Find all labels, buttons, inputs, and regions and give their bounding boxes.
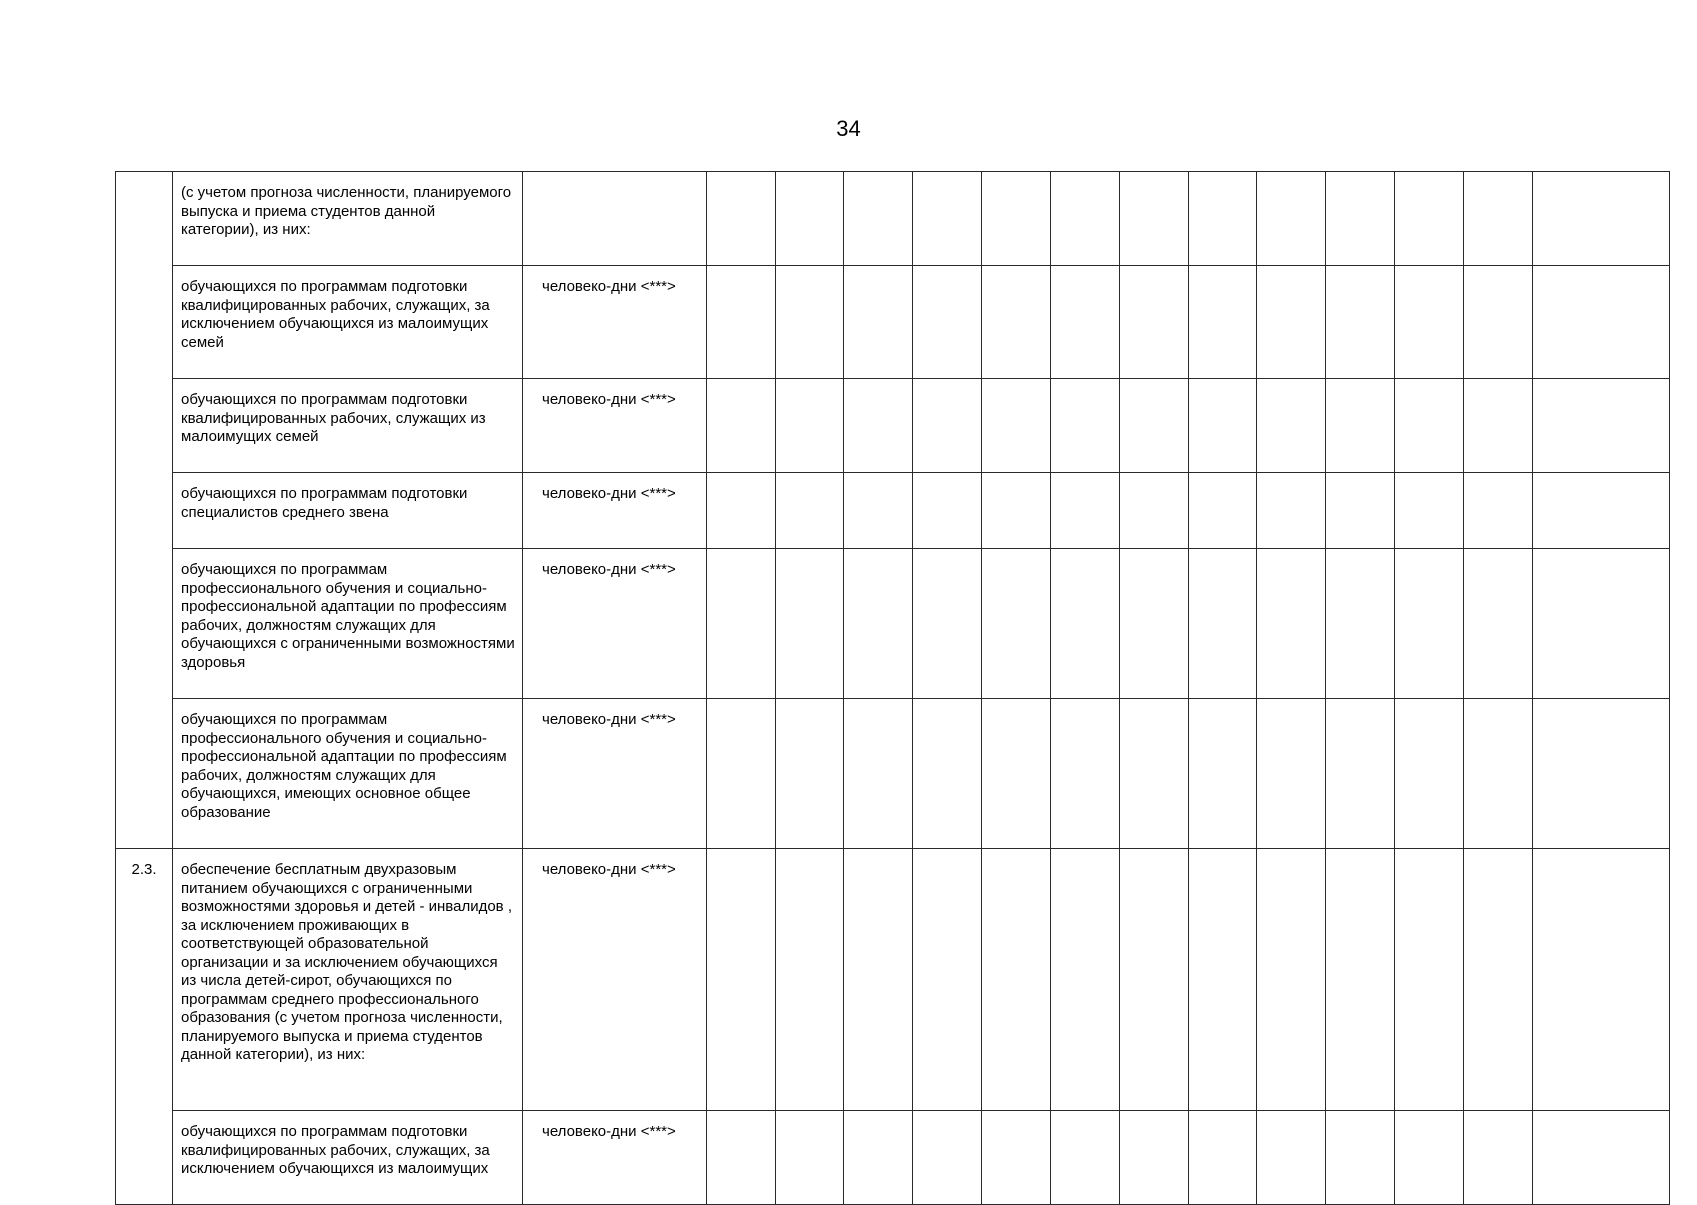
value-cell <box>1120 172 1189 266</box>
unit-cell: человеко-дни <***> <box>523 379 707 473</box>
value-cell <box>1051 849 1120 1111</box>
value-cell <box>1051 379 1120 473</box>
value-cell <box>1257 172 1326 266</box>
value-cell <box>913 172 982 266</box>
unit-cell: человеко-дни <***> <box>523 266 707 379</box>
value-cell <box>982 1111 1051 1205</box>
value-cell <box>1533 849 1670 1111</box>
data-table <box>115 171 1670 1205</box>
value-cell <box>844 266 913 379</box>
row-number-cell <box>116 172 173 849</box>
value-cell <box>844 1111 913 1205</box>
value-cell <box>1120 266 1189 379</box>
table-row <box>116 549 1670 699</box>
page-number: 34 <box>836 116 861 141</box>
description-cell: обучающихся по программам подготовки специалистов среднего звена <box>173 473 523 549</box>
value-cell <box>1533 1111 1670 1205</box>
value-cell <box>1189 172 1257 266</box>
value-cell <box>707 549 776 699</box>
table-row <box>116 1111 1670 1205</box>
value-cell <box>1051 172 1120 266</box>
value-cell <box>1395 266 1464 379</box>
value-cell <box>982 379 1051 473</box>
value-cell <box>1257 266 1326 379</box>
value-cell <box>1051 473 1120 549</box>
unit-cell: человеко-дни <***> <box>523 699 707 849</box>
description-cell: обеспечение бесплатным двухразовым питанием обучающихся с ограниченными возможностями здоровья и детей - инвалидов , за исключением проживающих в соответствующей образовательной организации и за исключением обучающихся из числа детей-сирот, обучающихся по программам среднего профессионального образования (с учетом прогноза численности, планируемого выпуска и приема студентов данной категории), из них: <box>173 849 523 1111</box>
value-cell <box>1326 473 1395 549</box>
unit-cell: человеко-дни <***> <box>523 549 707 699</box>
value-cell <box>1326 699 1395 849</box>
value-cell <box>1464 849 1533 1111</box>
value-cell <box>1189 849 1257 1111</box>
value-cell <box>1326 849 1395 1111</box>
value-cell <box>913 379 982 473</box>
description-cell: (с учетом прогноза численности, планируемого выпуска и приема студентов данной категории), из них: <box>173 172 523 266</box>
value-cell <box>1533 473 1670 549</box>
description-cell: обучающихся по программам подготовки квалифицированных рабочих, служащих из малоимущих семей <box>173 379 523 473</box>
value-cell <box>1189 1111 1257 1205</box>
value-cell <box>1051 1111 1120 1205</box>
description-cell: обучающихся по программам подготовки квалифицированных рабочих, служащих, за исключением обучающихся из малоимущих <box>173 1111 523 1205</box>
value-cell <box>1464 699 1533 849</box>
value-cell <box>913 699 982 849</box>
value-cell <box>982 549 1051 699</box>
value-cell <box>1326 266 1395 379</box>
value-cell <box>913 549 982 699</box>
value-cell <box>707 473 776 549</box>
value-cell <box>1533 379 1670 473</box>
table-row <box>116 473 1670 549</box>
value-cell <box>1326 549 1395 699</box>
value-cell <box>913 849 982 1111</box>
value-cell <box>1533 266 1670 379</box>
value-cell <box>844 549 913 699</box>
value-cell <box>776 1111 844 1205</box>
value-cell <box>1395 1111 1464 1205</box>
value-cell <box>776 172 844 266</box>
value-cell <box>913 266 982 379</box>
table-row <box>116 172 1670 266</box>
value-cell <box>776 549 844 699</box>
value-cell <box>1257 1111 1326 1205</box>
table-row <box>116 849 1670 1111</box>
value-cell <box>1051 266 1120 379</box>
value-cell <box>982 699 1051 849</box>
value-cell <box>1120 1111 1189 1205</box>
value-cell <box>1326 1111 1395 1205</box>
table-row <box>116 266 1670 379</box>
value-cell <box>776 849 844 1111</box>
value-cell <box>1189 699 1257 849</box>
value-cell <box>844 379 913 473</box>
value-cell <box>1257 379 1326 473</box>
value-cell <box>1395 849 1464 1111</box>
value-cell <box>1395 549 1464 699</box>
unit-cell: человеко-дни <***> <box>523 849 707 1111</box>
value-cell <box>1464 379 1533 473</box>
value-cell <box>707 699 776 849</box>
value-cell <box>844 172 913 266</box>
value-cell <box>1120 699 1189 849</box>
value-cell <box>707 266 776 379</box>
value-cell <box>1464 549 1533 699</box>
value-cell <box>1464 172 1533 266</box>
value-cell <box>707 172 776 266</box>
value-cell <box>1051 549 1120 699</box>
table-row <box>116 379 1670 473</box>
value-cell <box>1464 473 1533 549</box>
value-cell <box>982 473 1051 549</box>
value-cell <box>776 699 844 849</box>
unit-cell <box>523 172 707 266</box>
value-cell <box>1395 379 1464 473</box>
value-cell <box>776 266 844 379</box>
value-cell <box>1464 266 1533 379</box>
description-cell: обучающихся по программам профессионального обучения и социально-профессиональной адаптации по профессиям рабочих, должностям служащих для обучающихся с ограниченными возможностями здоровья <box>173 549 523 699</box>
value-cell <box>1051 699 1120 849</box>
value-cell <box>844 699 913 849</box>
value-cell <box>844 473 913 549</box>
value-cell <box>776 473 844 549</box>
value-cell <box>1257 699 1326 849</box>
value-cell <box>1533 549 1670 699</box>
value-cell <box>1120 849 1189 1111</box>
value-cell <box>1326 379 1395 473</box>
value-cell <box>707 1111 776 1205</box>
value-cell <box>1326 172 1395 266</box>
value-cell <box>1189 379 1257 473</box>
table-row <box>116 699 1670 849</box>
value-cell <box>1395 699 1464 849</box>
value-cell <box>1189 549 1257 699</box>
unit-cell: человеко-дни <***> <box>523 473 707 549</box>
value-cell <box>1395 473 1464 549</box>
value-cell <box>1189 473 1257 549</box>
value-cell <box>982 266 1051 379</box>
value-cell <box>1533 699 1670 849</box>
value-cell <box>844 849 913 1111</box>
value-cell <box>1120 379 1189 473</box>
value-cell <box>913 473 982 549</box>
value-cell <box>1257 473 1326 549</box>
value-cell <box>707 379 776 473</box>
unit-cell: человеко-дни <***> <box>523 1111 707 1205</box>
value-cell <box>913 1111 982 1205</box>
value-cell <box>1120 473 1189 549</box>
value-cell <box>1257 549 1326 699</box>
value-cell <box>1395 172 1464 266</box>
description-cell: обучающихся по программам профессионального обучения и социально-профессиональной адаптации по профессиям рабочих, должностям служащих для обучающихся, имеющих основное общее образование <box>173 699 523 849</box>
description-cell: обучающихся по программам подготовки квалифицированных рабочих, служащих, за исключением обучающихся из малоимущих семей <box>173 266 523 379</box>
value-cell <box>982 849 1051 1111</box>
value-cell <box>1464 1111 1533 1205</box>
value-cell <box>982 172 1051 266</box>
value-cell <box>1120 549 1189 699</box>
value-cell <box>1533 172 1670 266</box>
row-number-cell: 2.3. <box>116 849 173 1205</box>
value-cell <box>707 849 776 1111</box>
value-cell <box>1189 266 1257 379</box>
value-cell <box>776 379 844 473</box>
value-cell <box>1257 849 1326 1111</box>
